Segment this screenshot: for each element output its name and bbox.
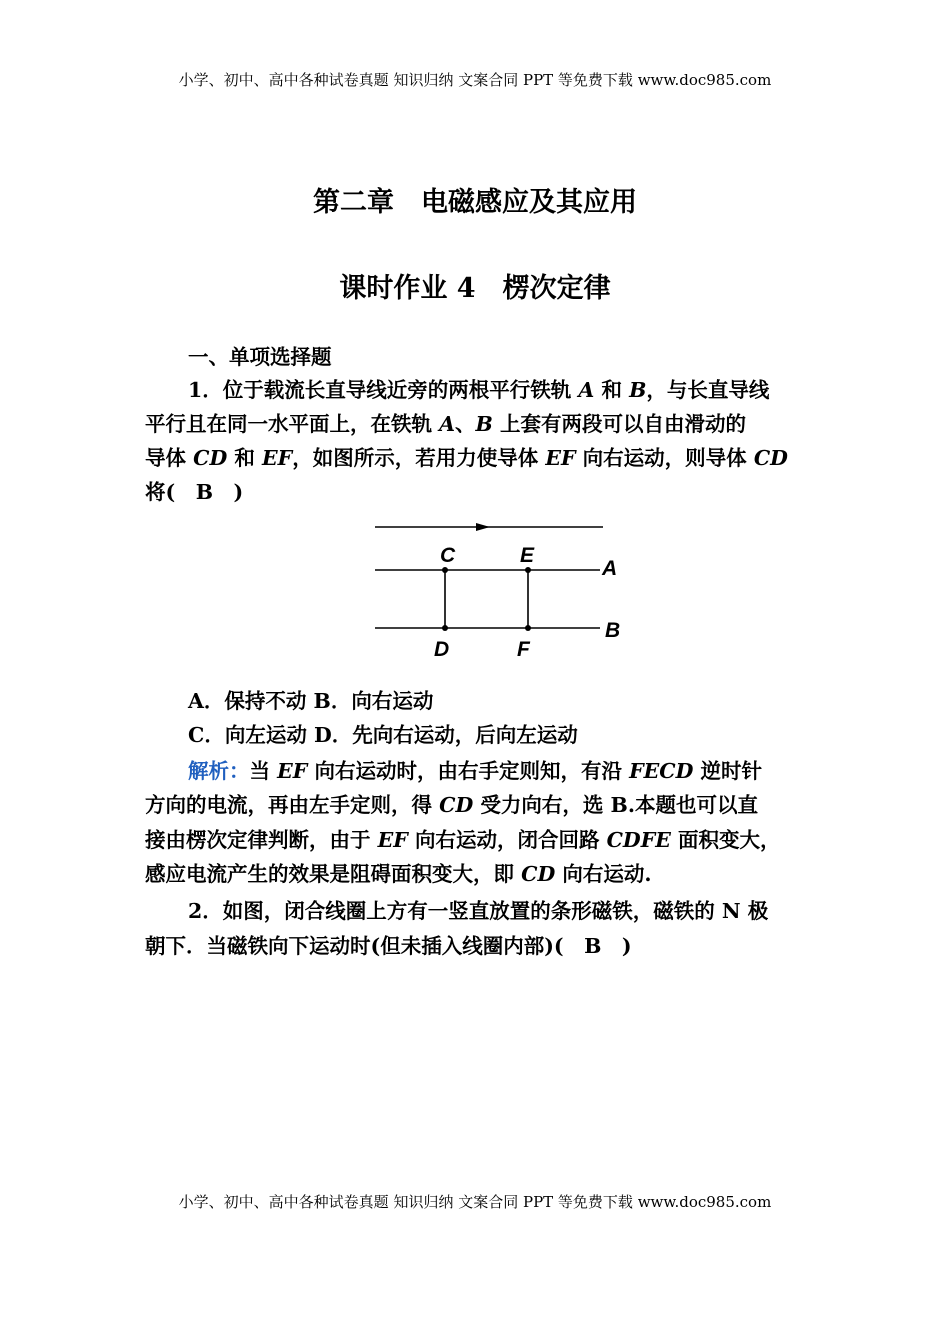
q1-line-3: 导体 CD 和 EF，如图所示，若用力使导体 EF 向右运动，则导体 CD [145, 446, 788, 470]
chapter-title: 第二章 电磁感应及其应用 [313, 187, 637, 218]
analysis-label: 解析： [188, 759, 250, 783]
label-b: B [605, 619, 621, 642]
analysis-line-3: 接由楞次定律判断，由于 EF 向右运动，闭合回路 CDFE 面积变大， [145, 828, 781, 852]
rails-diagram [360, 515, 640, 665]
q2-line-2: 朝下．当磁铁向下运动时(但未插入线圈内部)( B ) [145, 934, 632, 958]
q1-line-2: 平行且在同一水平面上，在铁轨 A、B 上套有两段可以自由滑动的 [145, 412, 747, 436]
point-f [525, 625, 531, 631]
label-f: F [517, 638, 530, 661]
label-e: E [520, 544, 535, 567]
q1-options-cd: C．向左运动 D．先向右运动，后向左运动 [188, 723, 578, 747]
label-a: A [602, 557, 618, 580]
page-header: 小学、初中、高中各种试卷真题 知识归纳 文案合同 PPT 等免费下载 www.doc985.com [178, 71, 772, 89]
q1-options-ab: A．保持不动 B．向右运动 [188, 689, 434, 713]
point-d [442, 625, 448, 631]
analysis-line-1: 解析：当 EF 向右运动时，由右手定则知，有沿 FECD 逆时针 [188, 759, 763, 783]
analysis-line-2: 方向的电流，再由左手定则，得 CD 受力向右，选 B.本题也可以直 [145, 793, 758, 817]
point-e [525, 567, 531, 573]
lesson-title: 课时作业 4 楞次定律 [339, 273, 611, 304]
q1-line-4: 将( B ) [145, 480, 244, 504]
q1-line-1: 1．位于载流长直导线近旁的两根平行铁轨 A 和 B，与长直导线 [188, 378, 770, 402]
point-c [442, 567, 448, 573]
label-c: C [440, 544, 456, 567]
label-d: D [434, 638, 450, 661]
analysis-line-4: 感应电流产生的效果是阻碍面积变大，即 CD 向右运动. [145, 862, 652, 886]
section-title: 一、单项选择题 [188, 345, 332, 369]
q2-line-1: 2．如图，闭合线圈上方有一竖直放置的条形磁铁，磁铁的 N 极 [188, 899, 769, 923]
current-arrow-icon [476, 523, 490, 531]
page-footer: 小学、初中、高中各种试卷真题 知识归纳 文案合同 PPT 等免费下载 www.doc985.com [178, 1193, 772, 1211]
